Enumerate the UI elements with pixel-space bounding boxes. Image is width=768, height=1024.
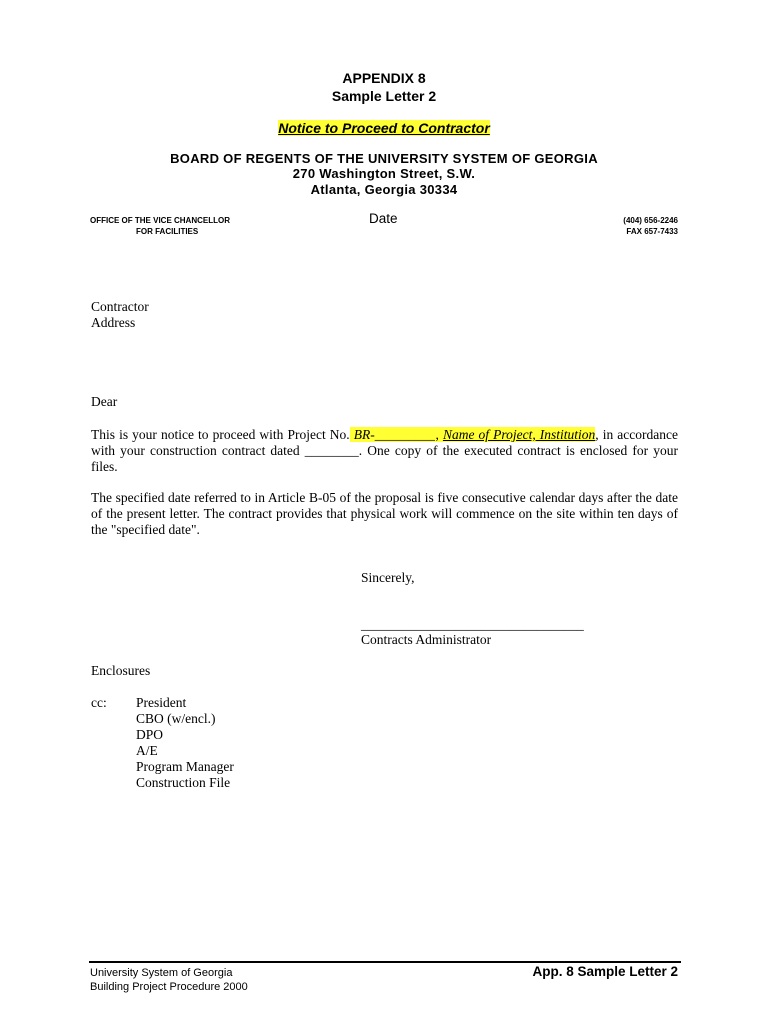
paragraph-notice-pre: This is your notice to proceed with Project No. <box>91 427 350 442</box>
project-number-field: BR-_________ <box>349 427 436 442</box>
board-name: BOARD OF REGENTS OF THE UNIVERSITY SYSTEM OF GEORGIA <box>170 151 598 166</box>
project-comma: , <box>435 427 443 442</box>
cc-label: cc: <box>91 695 107 710</box>
office-line-2: FOR FACILITIES <box>136 227 199 236</box>
paragraph-notice <box>91 427 678 475</box>
board-street: 270 Washington Street, S.W. <box>292 166 476 181</box>
signature-line: _________________________________ <box>361 617 584 632</box>
cc-item: CBO (w/encl.) <box>136 711 216 726</box>
signer-title: Contracts Administrator <box>361 632 492 647</box>
paragraph-notice-post: , in accordance with your construction contract dated ________. One copy of the executed contract is enclosed for your files. <box>91 427 679 474</box>
sincerely: Sincerely, <box>361 570 415 585</box>
recipient-address: Address <box>91 315 136 330</box>
board-city: Atlanta, Georgia 30334 <box>310 182 458 197</box>
appendix-title: APPENDIX 8 <box>342 70 426 86</box>
cc-list <box>136 695 234 791</box>
office-line-1: OFFICE OF THE VICE CHANCELLOR <box>90 216 230 225</box>
recipient-name: Contractor <box>91 299 149 314</box>
enclosures: Enclosures <box>91 663 151 678</box>
project-name-field: Name of Project, Institution <box>442 427 596 442</box>
date-placeholder: Date <box>369 211 398 226</box>
footer-page-label: App. 8 Sample Letter 2 <box>532 964 678 979</box>
cc-item: President <box>136 695 187 710</box>
cc-item: Program Manager <box>136 759 234 774</box>
notice-title <box>0 120 768 138</box>
footer-procedure: Building Project Procedure 2000 <box>90 981 248 993</box>
sample-letter-title: Sample Letter 2 <box>331 88 437 104</box>
cc-item: Construction File <box>136 775 231 790</box>
paragraph-specified-date: The specified date referred to in Article B-05 of the proposal is five consecutive calendar days after the date of the present letter. The contract provides that physical work will commence on the site within ten days of the "specified date". <box>91 490 678 537</box>
footer-rule <box>89 961 681 963</box>
footer-org: University System of Georgia <box>90 967 233 979</box>
cc-item: A/E <box>136 743 158 758</box>
salutation: Dear <box>91 394 118 409</box>
cc-item: DPO <box>136 727 164 742</box>
notice-title-text: Notice to Proceed to Contractor <box>278 120 490 136</box>
phone-number: (404) 656-2246 <box>623 216 678 225</box>
fax-number: FAX 657-7433 <box>626 227 678 236</box>
